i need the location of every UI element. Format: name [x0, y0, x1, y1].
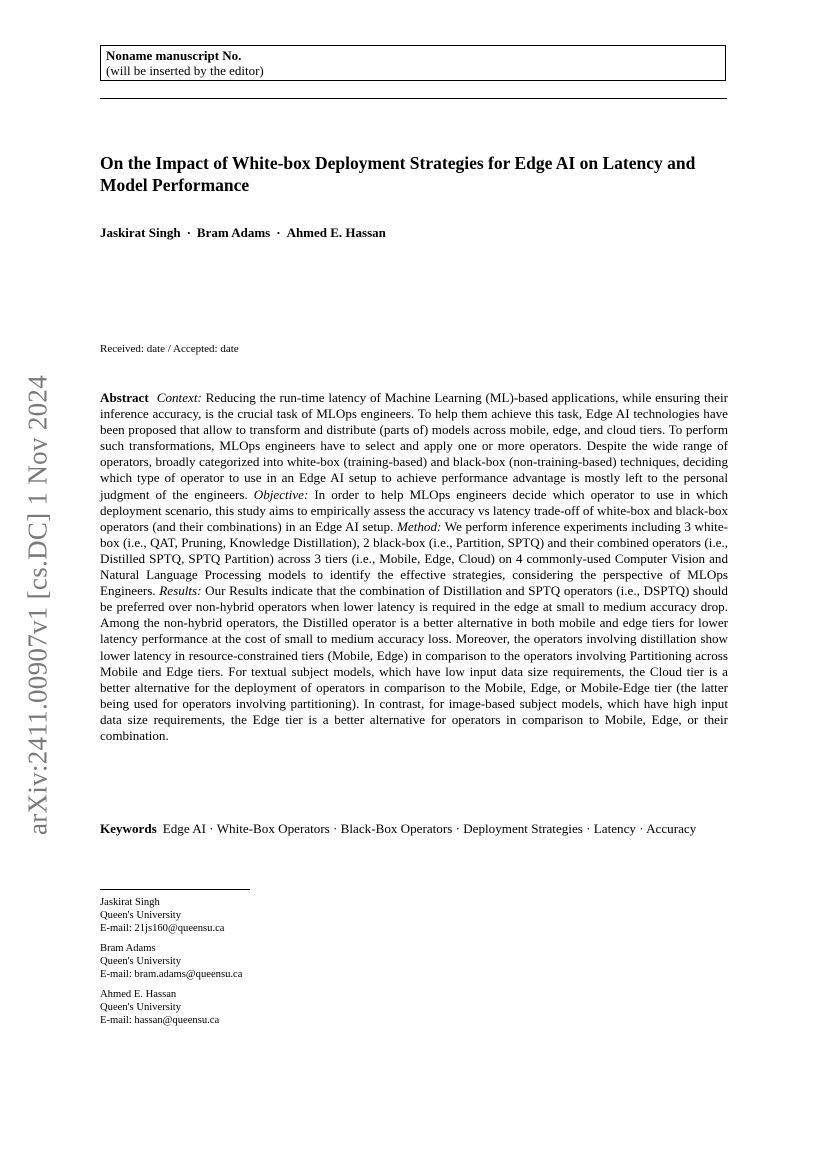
abstract-context-label: Context: — [156, 390, 202, 405]
affiliation-block — [100, 988, 400, 1027]
affiliation-email: E-mail: 21js160@queensu.ca — [100, 923, 225, 934]
keywords — [100, 821, 728, 838]
header-rule — [100, 98, 727, 99]
affiliation-institution: Queen's University — [100, 1002, 182, 1013]
author-list — [100, 225, 720, 241]
manuscript-label: Noname manuscript No. — [106, 48, 242, 63]
abstract-method-text: We perform inference experiments including 3 white-box (i.e., QAT, Pruning, Knowledge Distillation), 2 black-box (i.e., Partition, SPTQ) and their combined operators (i.e., Distilled SPTQ, SPTQ Partition) across 3 tiers (i.e., Mobile, Edge, Cloud) on 4 commonly-used Computer Vision and Natural Language Processing models to identify the effective strategies, considering the perspective of MLOps Engineers. — [100, 518, 728, 599]
affiliation-name: Ahmed E. Hassan — [100, 989, 177, 1000]
affiliation-name: Jaskirat Singh — [100, 897, 160, 908]
author-name: Bram Adams — [196, 225, 271, 240]
abstract-results-text: Our Results indicate that the combination of Distillation and SPTQ operators (i.e., DSPTQ) should be preferred over non-hybrid operators when lower latency is required in the edge at small to medium accuracy drop. Among the non-hybrid operators, the Distilled operator is a better alternative in both mobile and edge tiers for lower latency performance at the cost of small to medium accuracy loss. Moreover, the operators involving distillation show lower latency in resource-constrained tiers (Mobile, Edge) in comparison to the operators involving Partitioning across Mobile and Edge tiers. For textual subject models, which have low input data size requirements, the Cloud tier is a better alternative for the deployment of operators in comparison to the Mobile, Edge, or Mobile-Edge tier (the latter being used for operators involving partitioning). In contrast, for image-based subject models, which have high input data size requirements, the Edge tier is a better alternative for operators in comparison to Mobile, Edge, or their combination. — [100, 583, 728, 743]
abstract — [100, 390, 728, 744]
abstract-results-label: Results: — [159, 583, 202, 599]
affiliation-block — [100, 942, 400, 981]
affiliation-email: E-mail: bram.adams@queensu.ca — [100, 969, 243, 980]
affiliation-email: E-mail: hassan@queensu.ca — [100, 1015, 220, 1026]
affiliation-institution: Queen's University — [100, 910, 182, 921]
author-name: Ahmed E. Hassan — [286, 225, 386, 240]
paper-title: On the Impact of White-box Deployment Strategies for Edge AI on Latency and Model Performance — [100, 153, 696, 195]
abstract-objective-label: Objective: — [253, 486, 309, 502]
affiliation-name: Bram Adams — [100, 943, 156, 954]
manuscript-info-box — [100, 45, 726, 81]
editor-note: (will be inserted by the editor) — [106, 63, 264, 78]
keywords-text: Edge AI · White-Box Operators · Black-Box Operators · Deployment Strategies · Latency · Accuracy — [162, 821, 697, 836]
abstract-objective-text: In order to help MLOps engineers decide which operator to use in which deployment scenario, this study aims to empirically assess the accuracy vs latency trade-off of white-box and black-box operators (and their combinations) in an Edge AI setup. — [100, 486, 728, 534]
arxiv-stamp-text: arXiv:2411.00907v1 [cs.DC] 1 Nov 2024 — [22, 374, 53, 836]
received-accepted-line: Received: date / Accepted: date — [100, 343, 239, 355]
affiliation-institution: Queen's University — [100, 956, 182, 967]
keywords-heading: Keywords — [100, 821, 157, 836]
author-name: Jaskirat Singh — [100, 225, 181, 240]
footnote-rule — [100, 889, 250, 890]
abstract-method-label: Method: — [397, 518, 442, 534]
abstract-heading: Abstract — [100, 390, 149, 405]
abstract-context-text: Reducing the run-time latency of Machine Learning (ML)-based applications, while ensuring their inference accuracy, is the crucial task of MLOps engineers. To help them achieve this task, Edge AI technologies have been proposed that allow to transform and distribute (parts of) models across mobile, edge, and cloud tiers. To perform such transformations, MLOps engineers have to select and apply one or more operators. Despite the wide range of operators, broadly categorized into white-box (training-based) and black-box (non-training-based) techniques, deciding which type of operator to use in an Edge AI setup to achieve performance advantage is mostly left to the personal judgment of the engineers. — [100, 390, 728, 502]
author-separator: · — [276, 225, 281, 240]
affiliation-block — [100, 896, 400, 935]
author-separator: · — [186, 225, 191, 240]
